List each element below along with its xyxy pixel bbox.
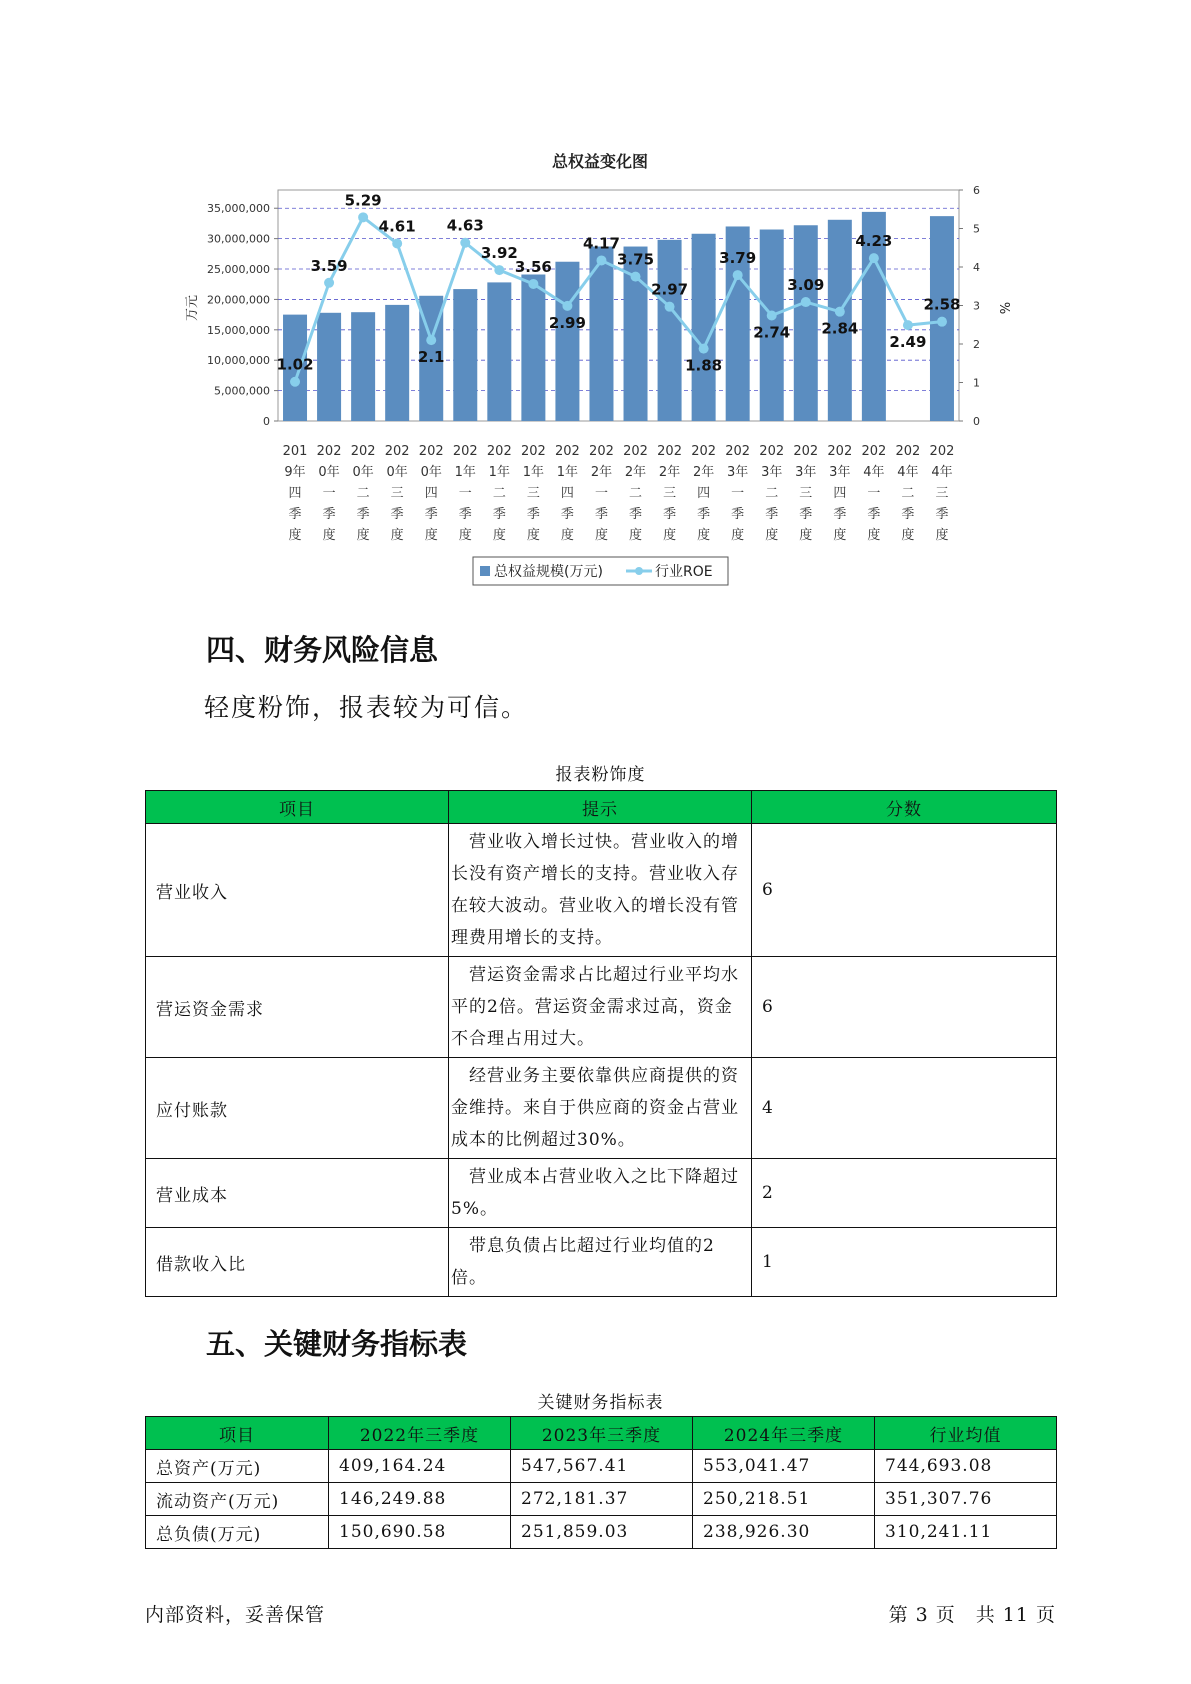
x-tick-label: 三	[663, 486, 677, 501]
roe-data-label: 3.59	[310, 256, 348, 275]
x-tick-label: 季	[765, 507, 779, 522]
roe-point	[665, 302, 675, 312]
kpi-value: 553,041.47	[693, 1450, 875, 1483]
x-tick-label: 2年	[590, 465, 613, 480]
roe-data-label: 4.63	[446, 216, 484, 235]
x-tick-label: 度	[458, 528, 472, 543]
x-tick-label: 二	[492, 486, 506, 501]
x-tick-label: 3年	[761, 465, 783, 480]
kpi-value: 310,241.11	[875, 1516, 1057, 1549]
x-tick-label: 202	[725, 444, 751, 459]
roe-data-label: 2.99	[548, 313, 586, 332]
x-tick-label: 一	[867, 486, 881, 501]
kpi-value: 238,926.30	[693, 1516, 875, 1549]
x-tick-label: 度	[731, 528, 745, 543]
x-tick-label: 度	[629, 528, 643, 543]
roe-point	[460, 238, 470, 248]
table-row	[146, 1516, 1057, 1549]
equity-bar	[555, 262, 579, 421]
table-row	[146, 824, 1057, 957]
y-tick-label: 35,000,000	[207, 202, 270, 216]
risk-score: 4	[752, 1058, 1057, 1159]
x-tick-label: 202	[895, 444, 921, 459]
x-tick-label: 202	[384, 444, 410, 459]
y-tick-label: 5,000,000	[214, 384, 270, 398]
x-tick-label: 季	[594, 507, 608, 522]
x-tick-label: 2年	[624, 465, 647, 480]
roe-data-label: 3.09	[787, 276, 825, 295]
x-tick-label: 季	[697, 507, 711, 522]
equity-bar	[487, 282, 511, 421]
x-tick-label: 1年	[522, 465, 545, 480]
x-tick-label: 度	[901, 528, 915, 543]
kpi-item: 流动资产(万元)	[146, 1483, 329, 1516]
x-tick-label: 季	[935, 507, 949, 522]
roe-point	[392, 239, 402, 249]
kpi-value: 251,859.03	[511, 1516, 693, 1549]
roe-point	[733, 270, 743, 280]
x-tick-label: 季	[424, 507, 438, 522]
y2-tick-label: 2	[973, 338, 980, 351]
x-tick-label: 4年	[931, 465, 953, 480]
x-tick-label: 3年	[727, 465, 749, 480]
x-tick-label: 季	[901, 507, 915, 522]
kpi-table-caption: 关键财务指标表	[537, 1393, 664, 1413]
x-tick-label: 一	[594, 486, 608, 501]
table-row	[146, 1483, 1057, 1516]
legend-swatch-bar	[480, 566, 490, 576]
risk-hint: 营业成本占营业收入之比下降超过5%。	[449, 1159, 752, 1228]
roe-point	[767, 311, 777, 321]
risk-item: 应付账款	[146, 1058, 449, 1159]
y2-axis-label: %	[996, 301, 1011, 315]
roe-data-label: 4.23	[855, 232, 893, 251]
x-tick-label: 2年	[692, 465, 715, 480]
x-tick-label: 二	[629, 486, 643, 501]
x-tick-label: 3年	[795, 465, 817, 480]
y-axis-label: 万元	[185, 294, 200, 322]
x-tick-label: 202	[691, 444, 717, 459]
y2-tick-label: 6	[973, 184, 980, 197]
roe-data-label: 2.58	[923, 295, 961, 314]
x-tick-label: 1年	[454, 465, 476, 480]
x-tick-label: 度	[799, 528, 813, 543]
roe-point	[869, 253, 879, 263]
risk-score: 1	[752, 1228, 1057, 1297]
x-tick-label: 一	[731, 486, 745, 501]
x-tick-label: 一	[458, 486, 472, 501]
x-tick-label: 度	[833, 528, 847, 543]
footer-note: 内部资料，妥善保管	[145, 1604, 326, 1626]
equity-bar	[385, 305, 409, 421]
x-tick-label: 度	[492, 528, 506, 543]
legend-label-line: 行业ROE	[655, 564, 713, 580]
roe-point	[903, 320, 913, 330]
table-row	[146, 1228, 1057, 1297]
x-tick-label: 季	[492, 507, 506, 522]
x-tick-label: 季	[560, 507, 574, 522]
x-tick-label: 季	[390, 507, 404, 522]
kpi-value: 146,249.88	[329, 1483, 511, 1516]
x-tick-label: 1年	[556, 465, 579, 480]
roe-point	[358, 212, 368, 222]
x-tick-label: 一	[322, 486, 336, 501]
kpi-header-1: 2022年三季度	[329, 1417, 511, 1450]
risk-hint: 营运资金需求占比超过行业平均水平的2倍。营运资金需求过高，资金不合理占用过大。	[449, 957, 752, 1058]
chart-title: 总权益变化图	[551, 152, 649, 171]
roe-point	[699, 344, 709, 354]
x-tick-label: 202	[861, 444, 887, 459]
x-tick-label: 季	[731, 507, 745, 522]
kpi-value: 409,164.24	[329, 1450, 511, 1483]
roe-data-label: 1.88	[685, 356, 723, 375]
x-tick-label: 202	[623, 444, 648, 459]
y-tick-label: 30,000,000	[207, 232, 270, 246]
kpi-header-4: 行业均值	[875, 1417, 1057, 1450]
risk-hint: 带息负债占比超过行业均值的2倍。	[449, 1228, 752, 1297]
table-row	[146, 1058, 1057, 1159]
kpi-value: 272,181.37	[511, 1483, 693, 1516]
roe-point	[494, 265, 504, 275]
roe-point	[562, 301, 572, 311]
roe-data-label: 5.29	[344, 191, 382, 210]
x-tick-label: 四	[424, 486, 438, 501]
roe-point	[290, 377, 300, 387]
y2-tick-label: 4	[973, 261, 980, 274]
section4-summary: 轻度粉饰，报表较为可信。	[204, 693, 529, 722]
x-tick-label: 202	[316, 444, 342, 459]
table-row	[146, 1450, 1057, 1483]
risk-header-1: 提示	[449, 791, 752, 824]
y2-tick-label: 3	[973, 299, 980, 313]
legend-swatch-marker	[635, 567, 643, 575]
risk-score: 6	[752, 957, 1057, 1058]
roe-data-label: 4.61	[378, 217, 416, 236]
y-tick-label: 0	[263, 415, 270, 428]
x-tick-label: 二	[765, 486, 779, 501]
x-tick-label: 201	[282, 444, 308, 459]
equity-bar	[658, 240, 682, 421]
roe-point	[528, 279, 538, 289]
risk-table-caption: 报表粉饰度	[555, 765, 646, 785]
x-tick-label: 4年	[897, 465, 919, 480]
x-tick-label: 度	[322, 528, 336, 543]
y-tick-label: 10,000,000	[207, 354, 270, 368]
roe-point	[801, 297, 811, 307]
x-tick-label: 四	[697, 486, 711, 501]
x-tick-label: 202	[827, 444, 853, 459]
kpi-header-2: 2023年三季度	[511, 1417, 693, 1450]
kpi-value: 351,307.76	[875, 1483, 1057, 1516]
roe-data-label: 2.84	[821, 319, 859, 338]
x-tick-label: 季	[867, 507, 881, 522]
roe-point	[324, 278, 334, 288]
roe-data-label: 2.49	[889, 333, 927, 352]
risk-hint: 营业收入增长过快。营业收入的增长没有资产增长的支持。营业收入存在较大波动。营业收入的增长没有管理费用增长的支持。	[449, 824, 752, 957]
equity-bar	[453, 289, 477, 421]
x-tick-label: 四	[288, 486, 302, 501]
kpi-value: 744,693.08	[875, 1450, 1057, 1483]
y-tick-label: 25,000,000	[207, 263, 270, 277]
x-tick-label: 度	[663, 528, 677, 543]
x-tick-label: 0年	[352, 465, 374, 480]
x-tick-label: 度	[765, 528, 779, 543]
kpi-value: 150,690.58	[329, 1516, 511, 1549]
roe-data-label: 3.79	[719, 249, 757, 268]
x-tick-label: 季	[629, 507, 643, 522]
risk-score: 6	[752, 824, 1057, 957]
risk-score: 2	[752, 1159, 1057, 1228]
kpi-item: 总资产(万元)	[146, 1450, 329, 1483]
kpi-item: 总负债(万元)	[146, 1516, 329, 1549]
roe-point	[596, 255, 606, 265]
x-tick-label: 三	[935, 486, 949, 501]
x-tick-label: 0年	[386, 465, 408, 480]
y2-tick-label: 1	[973, 376, 980, 390]
legend-label-bar: 总权益规模(万元)	[494, 564, 603, 580]
x-tick-label: 0年	[318, 465, 340, 480]
x-tick-label: 3年	[829, 465, 851, 480]
risk-hint: 经营业务主要依靠供应商提供的资金维持。来自于供应商的资金占营业成本的比例超过30%。	[449, 1058, 752, 1159]
roe-point	[937, 317, 947, 327]
roe-data-label: 3.56	[514, 257, 552, 276]
x-tick-label: 季	[663, 507, 677, 522]
risk-header-0: 项目	[146, 791, 449, 824]
section4-heading: 四、财务风险信息	[206, 633, 439, 667]
table-row	[146, 957, 1057, 1058]
section5-heading: 五、关键财务指标表	[206, 1327, 468, 1361]
x-tick-label: 四	[560, 486, 574, 501]
x-tick-label: 季	[322, 507, 336, 522]
risk-item: 营运资金需求	[146, 957, 449, 1058]
x-tick-label: 202	[657, 444, 682, 459]
x-tick-label: 202	[452, 444, 478, 459]
roe-data-label: 1.02	[276, 355, 314, 374]
kpi-value: 547,567.41	[511, 1450, 693, 1483]
x-tick-label: 四	[833, 486, 847, 501]
x-tick-label: 1年	[488, 465, 510, 480]
x-tick-label: 度	[356, 528, 370, 543]
x-tick-label: 202	[486, 444, 512, 459]
risk-header-2: 分数	[752, 791, 1057, 824]
y2-tick-label: 0	[973, 415, 980, 428]
x-tick-label: 二	[901, 486, 915, 501]
x-tick-label: 4年	[863, 465, 885, 480]
x-tick-label: 季	[288, 507, 302, 522]
risk-item: 借款收入比	[146, 1228, 449, 1297]
x-tick-label: 9年	[284, 465, 306, 480]
x-tick-label: 202	[793, 444, 819, 459]
x-tick-label: 三	[390, 486, 404, 501]
x-tick-label: 二	[356, 486, 370, 501]
x-tick-label: 季	[526, 507, 540, 522]
x-tick-label: 季	[458, 507, 472, 522]
roe-point	[835, 307, 845, 317]
page-number: 第 3 页 共 11 页	[888, 1604, 1056, 1626]
x-tick-label: 度	[594, 528, 608, 543]
equity-bar	[521, 274, 545, 421]
y2-tick-label: 5	[973, 222, 980, 236]
x-tick-label: 202	[418, 444, 444, 459]
x-tick-label: 度	[288, 528, 302, 543]
risk-item: 营业收入	[146, 824, 449, 957]
equity-change-chart	[0, 0, 1191, 600]
kpi-header-3: 2024年三季度	[693, 1417, 875, 1450]
x-tick-label: 202	[929, 444, 955, 459]
x-tick-label: 度	[424, 528, 438, 543]
equity-bar	[794, 225, 818, 421]
x-tick-label: 202	[350, 444, 376, 459]
equity-bar	[317, 313, 341, 421]
roe-data-label: 2.97	[651, 280, 689, 299]
x-tick-label: 2年	[658, 465, 681, 480]
risk-table	[145, 790, 1057, 1297]
x-tick-label: 度	[935, 528, 949, 543]
x-tick-label: 202	[759, 444, 785, 459]
kpi-header-0: 项目	[146, 1417, 329, 1450]
roe-data-label: 2.1	[417, 348, 445, 367]
equity-bar	[351, 312, 375, 421]
x-tick-label: 度	[390, 528, 404, 543]
x-tick-label: 度	[697, 528, 711, 543]
x-tick-label: 度	[560, 528, 574, 543]
x-tick-label: 202	[555, 444, 580, 459]
risk-item: 营业成本	[146, 1159, 449, 1228]
x-tick-label: 度	[526, 528, 540, 543]
roe-data-label: 4.17	[582, 234, 620, 253]
x-tick-label: 0年	[420, 465, 442, 480]
y-tick-label: 20,000,000	[207, 293, 270, 307]
x-tick-label: 三	[526, 486, 540, 501]
roe-data-label: 2.74	[753, 323, 791, 342]
x-tick-label: 季	[833, 507, 847, 522]
x-tick-label: 202	[589, 444, 614, 459]
table-row	[146, 1159, 1057, 1228]
roe-point	[426, 335, 436, 345]
y-tick-label: 15,000,000	[207, 323, 270, 337]
x-tick-label: 202	[520, 444, 546, 459]
x-tick-label: 三	[799, 486, 813, 501]
x-tick-label: 季	[799, 507, 813, 522]
kpi-value: 250,218.51	[693, 1483, 875, 1516]
roe-point	[631, 272, 641, 282]
x-tick-label: 季	[356, 507, 370, 522]
x-tick-label: 度	[867, 528, 881, 543]
roe-data-label: 3.75	[617, 250, 655, 269]
kpi-table	[145, 1416, 1057, 1549]
roe-data-label: 3.92	[480, 244, 518, 263]
